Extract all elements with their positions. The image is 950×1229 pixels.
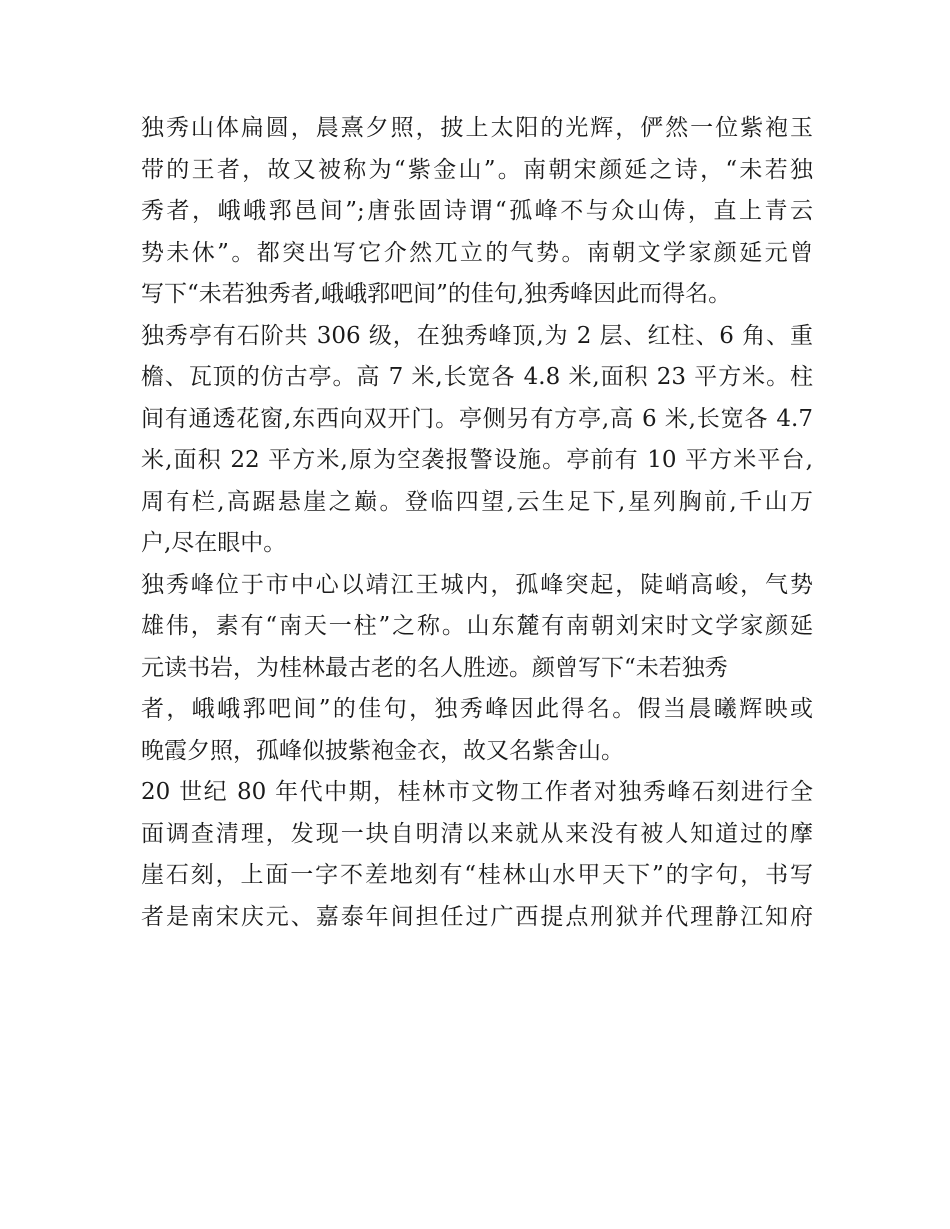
paragraph-line: 元读书岩，为桂林最古老的名人胜迹。颜曾写下“未若独秀 xyxy=(141,654,728,681)
paragraph-line: 晚霞夕照，孤峰似披紫袍金衣，故又名紫舍山。 xyxy=(141,737,624,764)
paragraph-line: 檐、瓦顶的仿古亭。高 7 米,长宽各 4.8 米,面积 23 平方米。柱 xyxy=(141,364,813,390)
paragraph-1 xyxy=(141,108,813,316)
paragraph-line: 势未休”。都突出写它介然兀立的气势。南朝文学家颜延元曾 xyxy=(141,239,813,266)
paragraph-line: 面调查清理，发现一块自明清以来就从来没有被人知道过的摩 xyxy=(141,820,813,847)
paragraph-line: 者是南宋庆元、嘉泰年间担任过广西提点刑狱并代理静江知府 xyxy=(141,903,813,930)
document-body xyxy=(141,108,813,938)
paragraph-4 xyxy=(141,772,813,938)
paragraph-line: 秀者，峨峨郛邑间”;唐张固诗谓“孤峰不与众山俦，直上青云 xyxy=(141,198,813,224)
paragraph-line: 周有栏,高踞悬崖之巅。登临四望,云生足下,星列胸前,千山万 xyxy=(141,488,813,515)
paragraph-line: 户,尽在眼中。 xyxy=(141,530,287,556)
paragraph-line: 雄伟，素有“南天一柱”之称。山东麓有南朝刘宋时文学家颜延 xyxy=(141,613,813,639)
paragraph-line: 独秀亭有石阶共 306 级，在独秀峰顶,为 2 层、红柱、6 角、重 xyxy=(141,322,813,349)
paragraph-line: 独秀峰位于市中心以靖江王城内，孤峰突起，陡峭高峻，气势 xyxy=(141,571,813,598)
paragraph-line: 者，峨峨郛吧间”的佳句，独秀峰因此得名。假当晨曦辉映或 xyxy=(141,696,813,722)
paragraph-2 xyxy=(141,316,813,565)
paragraph-line: 独秀山体扁圆，晨熹夕照，披上太阳的光辉，俨然一位紫袍玉 xyxy=(141,115,813,141)
paragraph-line: 间有通透花窗,东西向双开门。亭侧另有方亭,高 6 米,长宽各 4.7 xyxy=(141,405,813,432)
paragraph-line: 米,面积 22 平方米,原为空袭报警设施。亭前有 10 平方米平台, xyxy=(141,447,813,473)
paragraph-line: 20 世纪 80 年代中期，桂林市文物工作者对独秀峰石刻进行全 xyxy=(141,779,813,805)
paragraph-line: 带的王者，故又被称为“紫金山”。南朝宋颜延之诗，“未若独 xyxy=(141,156,813,183)
paragraph-line: 写下“未若独秀者,峨峨郛吧间”的佳句,独秀峰因此而得名。 xyxy=(141,281,732,307)
paragraph-3 xyxy=(141,565,813,773)
paragraph-line: 崖石刻，上面一字不差地刻有“桂林山水甲天下”的字句，书写 xyxy=(141,862,813,888)
